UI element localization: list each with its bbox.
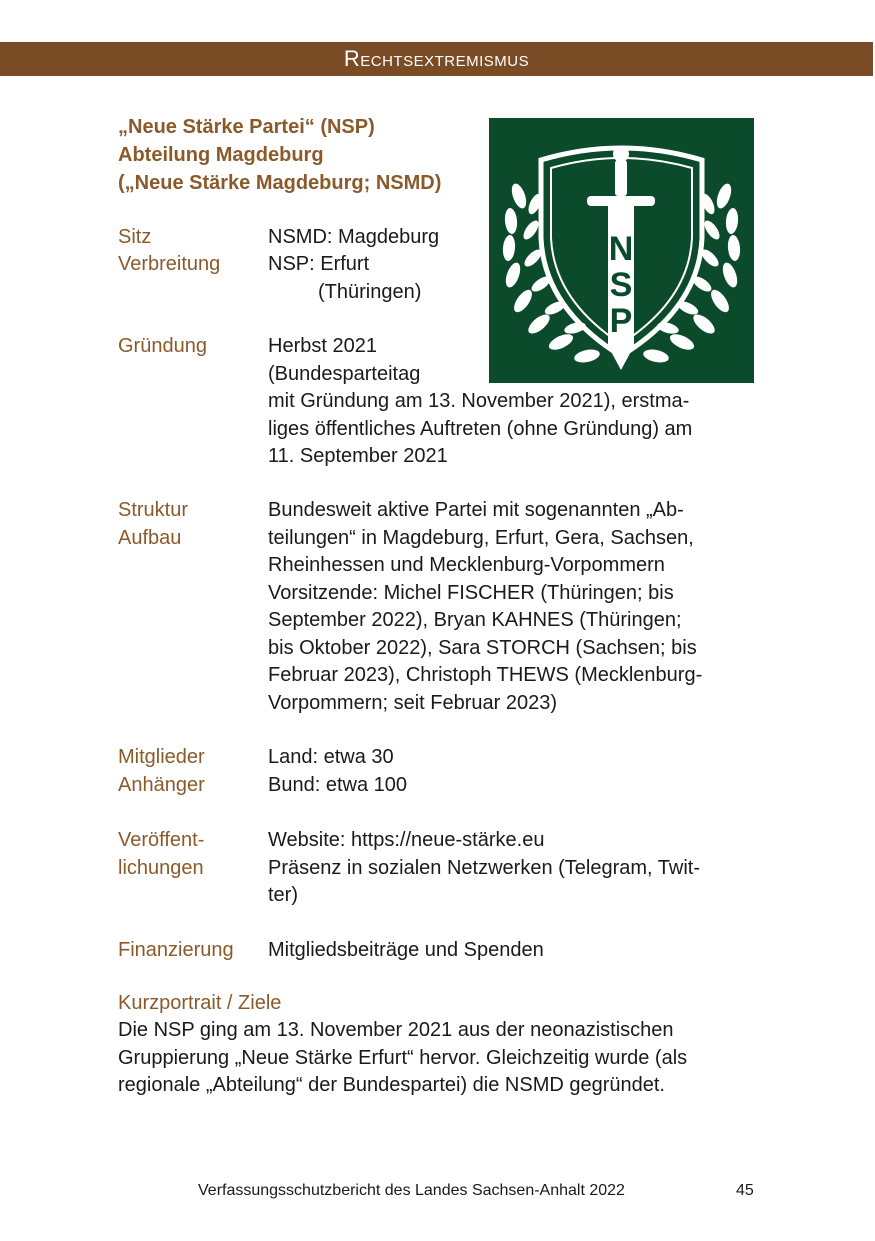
value-verbreitung-line-2: (Thüringen) xyxy=(318,280,422,303)
section-title: Rechtsextremismus xyxy=(343,46,530,71)
heading-line-3: („Neue Stärke Magdeburg; NSMD) xyxy=(118,172,442,194)
label-struktur xyxy=(118,497,188,552)
value-gruendung xyxy=(268,333,758,471)
gruendung-line: 11. September 2021 xyxy=(268,445,448,467)
heading-line-2: Abteilung Magdeburg xyxy=(118,144,324,166)
section-header-bar xyxy=(0,42,873,76)
label-finanzierung: Finanzierung xyxy=(118,939,234,961)
veroeffentlichungen-line: Website: https://neue-stärke.eu xyxy=(268,829,545,851)
label-veroeffentlichungen-line-2: lichungen xyxy=(118,856,204,879)
label-mitglieder-line-2: Anhänger xyxy=(118,773,205,796)
struktur-line: Februar 2023), Christoph THEWS (Mecklenburg- xyxy=(268,664,703,686)
kurzportrait-line: Gruppierung „Neue Stärke Erfurt“ hervor. Gleichzeitig wurde (als xyxy=(118,1046,688,1069)
struktur-line: Vorsitzende: Michel FISCHER (Thüringen; bis xyxy=(268,581,674,604)
value-verbreitung xyxy=(268,251,758,306)
value-veroeffentlichungen xyxy=(268,827,758,910)
value-mitglieder xyxy=(268,744,758,799)
kurzportrait-title: Kurzportrait / Ziele xyxy=(118,992,282,1014)
kurzportrait-text xyxy=(118,1017,768,1100)
label-gruendung: Gründung xyxy=(118,335,207,357)
page-number: 45 xyxy=(736,1182,754,1199)
label-struktur-line-2: Aufbau xyxy=(118,526,182,549)
kurzportrait-line: Die NSP ging am 13. November 2021 aus der neonazistischen xyxy=(118,1019,674,1041)
label-veroeffentlichungen-line-1: Veröffent- xyxy=(118,829,205,851)
struktur-line: September 2022), Bryan KAHNES (Thüringen; xyxy=(268,609,682,631)
gruendung-line: mit Gründung am 13. November 2021), erstma- xyxy=(268,390,690,412)
logo-letter-n: N xyxy=(608,230,634,268)
gruendung-line: Herbst 2021 xyxy=(268,335,377,357)
gruendung-line: liges öffentliches Auftreten (ohne Gründung) am xyxy=(268,417,693,440)
struktur-line: Vorpommern; seit Februar 2023) xyxy=(268,691,558,714)
struktur-line: teilungen“ in Magdeburg, Erfurt, Gera, Sachsen, xyxy=(268,526,694,549)
struktur-line: Rheinhessen und Mecklenburg-Vorpommern xyxy=(268,554,665,576)
label-mitglieder xyxy=(118,744,205,799)
value-sitz: NSMD: Magdeburg xyxy=(268,226,440,248)
svg-text:P: P xyxy=(609,302,633,340)
value-verbreitung-line-1: NSP: Erfurt xyxy=(268,253,370,275)
label-struktur-line-1: Struktur xyxy=(118,499,189,521)
footer-source: Verfassungsschutzbericht des Landes Sachsen-Anhalt 2022 xyxy=(198,1182,625,1199)
label-veroeffentlichungen xyxy=(118,827,204,882)
mitglieder-line: Land: etwa 30 xyxy=(268,746,394,768)
label-sitz: Sitz xyxy=(118,226,152,248)
label-mitglieder-line-1: Mitglieder xyxy=(118,746,205,768)
value-finanzierung: Mitgliedsbeiträge und Spenden xyxy=(268,939,544,961)
svg-text:S: S xyxy=(609,266,633,304)
struktur-line: Bundesweit aktive Partei mit sogenannten „Ab- xyxy=(268,499,684,521)
struktur-line: bis Oktober 2022), Sara STORCH (Sachsen; bis xyxy=(268,636,697,659)
gruendung-line: (Bundesparteitag xyxy=(268,362,421,385)
veroeffentlichungen-line: Präsenz in sozialen Netzwerken (Telegram, Twit- xyxy=(268,856,701,879)
heading-line-1: „Neue Stärke Partei“ (NSP) xyxy=(118,116,375,138)
kurzportrait-line: regionale „Abteilung“ der Bundespartei) die NSMD gegründet. xyxy=(118,1074,665,1096)
value-struktur xyxy=(268,497,758,717)
veroeffentlichungen-line: ter) xyxy=(268,884,298,906)
organization-heading xyxy=(118,113,478,197)
label-verbreitung: Verbreitung xyxy=(118,253,221,275)
mitglieder-line: Bund: etwa 100 xyxy=(268,773,407,796)
